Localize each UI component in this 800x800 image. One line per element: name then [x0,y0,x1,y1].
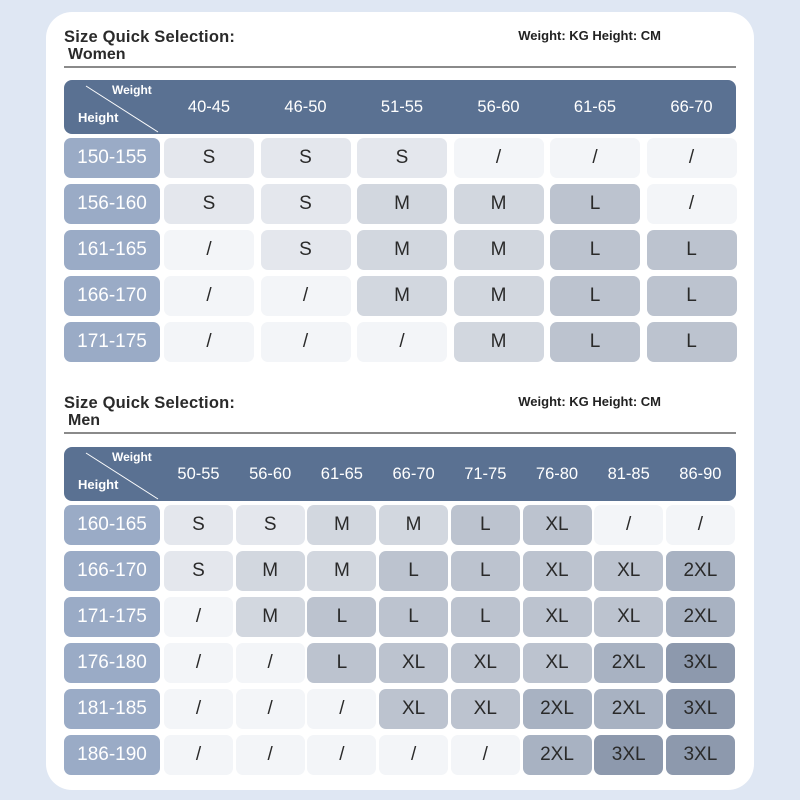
men-size-cell: / [236,689,305,729]
men-size-cell: / [379,735,448,775]
men-size-cell: XL [594,597,663,637]
men-height-row-label: 176-180 [64,643,160,683]
men-size-cell: XL [594,551,663,591]
women-section-subtitle: Women [68,46,126,63]
women-size-cell: M [357,230,447,270]
women-size-cell: S [357,138,447,178]
men-size-cell: / [666,505,735,545]
women-size-cell: / [261,276,351,316]
men-weight-column-header: 66-70 [392,465,435,483]
men-size-cell: / [164,689,233,729]
men-size-cell: M [236,551,305,591]
women-size-cell: / [647,184,737,224]
men-size-cell: 3XL [666,735,735,775]
height-axis-label: Height [78,110,119,125]
women-height-row-label: 161-165 [64,230,160,270]
men-size-cell: M [307,551,376,591]
men-height-row-label: 166-170 [64,551,160,591]
men-size-cell: 3XL [666,643,735,683]
women-weight-column-header: 61-65 [573,98,617,116]
men-size-cell: XL [523,597,592,637]
men-weight-column-header: 76-80 [535,465,579,483]
women-size-cell: S [261,230,351,270]
women-size-cell: / [164,230,254,270]
women-size-cell: S [261,138,351,178]
women-size-cell: M [454,230,544,270]
women-size-cell: S [164,138,254,178]
women-size-cell: / [357,322,447,362]
men-weight-column-header: 81-85 [607,465,650,483]
men-size-cell: / [164,735,233,775]
men-size-cell: 2XL [523,735,592,775]
women-size-cell: L [550,184,640,224]
men-size-cell: / [307,689,376,729]
men-size-cell: XL [451,643,520,683]
men-size-cell: XL [451,689,520,729]
men-size-cell: XL [523,505,592,545]
women-size-cell: M [357,276,447,316]
women-size-cell: L [647,322,737,362]
weight-axis-label: Weight [112,450,152,464]
men-size-cell: 2XL [523,689,592,729]
women-size-cell: L [550,276,640,316]
men-units-note: Weight: KG Height: CM [518,394,661,409]
men-table-header [64,447,736,501]
men-divider [64,432,736,434]
men-weight-column-header: 86-90 [679,465,722,483]
men-size-cell: 2XL [666,597,735,637]
women-section-title: Size Quick Selection: [64,28,236,46]
men-size-cell: XL [379,643,448,683]
men-section-subtitle: Men [68,412,100,429]
men-size-cell: 3XL [666,689,735,729]
men-height-row-label: 186-190 [64,735,160,775]
men-section-title: Size Quick Selection: [64,394,236,412]
women-table-header [64,80,736,134]
men-size-cell: 3XL [594,735,663,775]
women-size-cell: / [647,138,737,178]
women-size-cell: S [164,184,254,224]
men-size-cell: L [307,643,376,683]
men-size-cell: L [451,505,520,545]
men-size-cell: L [307,597,376,637]
women-size-cell: / [550,138,640,178]
men-height-row-label: 171-175 [64,597,160,637]
men-size-cell: S [164,551,233,591]
men-size-cell: / [451,735,520,775]
women-size-cell: M [454,184,544,224]
women-weight-column-header: 56-60 [477,98,520,116]
women-header-corner [64,80,160,134]
men-weight-column-header: 71-75 [464,465,507,483]
women-size-cell: M [357,184,447,224]
men-size-cell: L [451,551,520,591]
women-size-cell: / [261,322,351,362]
men-size-cell: / [164,597,233,637]
men-size-cell: / [594,505,663,545]
women-size-cell: M [454,322,544,362]
men-size-cell: / [236,735,305,775]
men-size-cell: L [379,551,448,591]
weight-axis-label: Weight [112,83,152,97]
men-size-cell: S [164,505,233,545]
men-weight-column-header: 61-65 [320,465,363,483]
women-divider [64,66,736,68]
men-weight-column-header: 56-60 [249,465,292,483]
women-size-cell: / [164,276,254,316]
women-units-note: Weight: KG Height: CM [518,28,661,43]
women-size-cell: / [454,138,544,178]
men-header-corner [64,447,160,501]
men-size-cell: L [451,597,520,637]
men-size-cell: / [236,643,305,683]
men-size-cell: M [236,597,305,637]
men-weight-column-header: 50-55 [177,465,220,483]
women-weight-column-header: 40-45 [187,98,231,116]
women-size-cell: L [647,276,737,316]
men-size-cell: S [236,505,305,545]
height-axis-label: Height [78,477,119,492]
men-size-cell: XL [523,551,592,591]
men-size-cell: M [307,505,376,545]
men-size-cell: / [164,643,233,683]
women-weight-column-header: 46-50 [284,98,327,116]
women-size-cell: L [647,230,737,270]
women-size-cell: L [550,230,640,270]
women-height-row-label: 150-155 [64,138,160,178]
women-size-cell: S [261,184,351,224]
women-size-cell: M [454,276,544,316]
women-size-cell: L [550,322,640,362]
women-weight-column-header: 66-70 [670,98,713,116]
women-weight-column-header: 51-55 [380,98,424,116]
men-size-cell: / [307,735,376,775]
men-height-row-label: 160-165 [64,505,160,545]
men-size-cell: XL [523,643,592,683]
men-height-row-label: 181-185 [64,689,160,729]
women-height-row-label: 166-170 [64,276,160,316]
men-size-cell: L [379,597,448,637]
women-height-row-label: 171-175 [64,322,160,362]
men-size-cell: M [379,505,448,545]
men-size-cell: 2XL [594,689,663,729]
women-size-cell: / [164,322,254,362]
men-size-cell: 2XL [594,643,663,683]
women-height-row-label: 156-160 [64,184,160,224]
men-size-cell: XL [379,689,448,729]
men-size-cell: 2XL [666,551,735,591]
